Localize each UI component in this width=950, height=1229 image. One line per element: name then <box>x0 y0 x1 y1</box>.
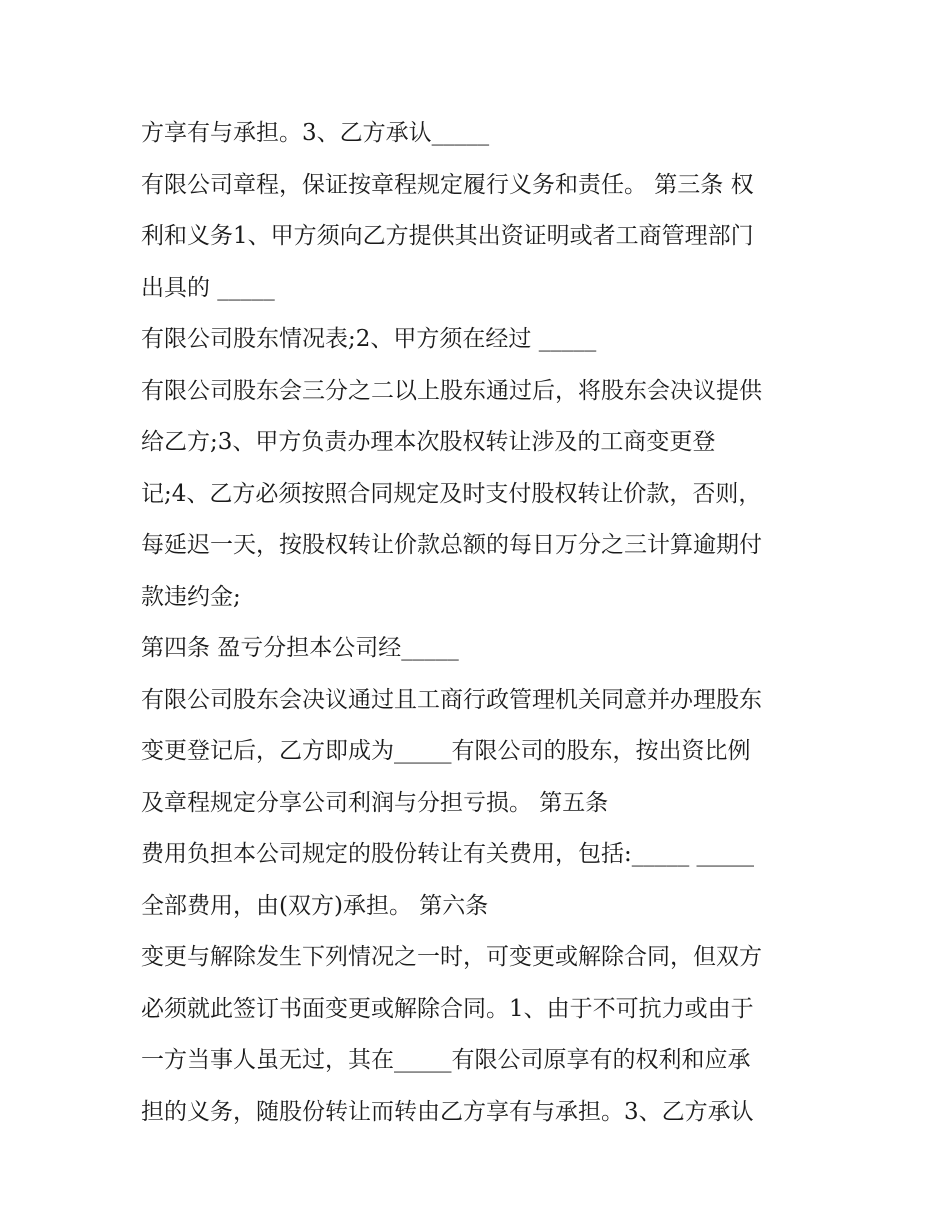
text-line: 出具的 _____ <box>141 274 275 301</box>
text-line: 担的义务，随股份转让而转由乙方享有与承担。3、乙方承认 <box>141 1098 754 1125</box>
text-line: 有限公司股东会决议通过且工商行政管理机关同意并办理股东 <box>141 686 762 713</box>
text-line: 费用负担本公司规定的股份转让有关费用，包括:_____ _____ <box>141 841 755 867</box>
text-line: 第四条 盈亏分担本公司经_____ <box>141 635 459 661</box>
text-line: 有限公司章程，保证按章程规定履行义务和责任。 第三条 权 <box>141 171 754 198</box>
contract-body <box>141 108 821 1138</box>
text-line: 方享有与承担。3、乙方承认_____ <box>141 120 490 146</box>
text-line: 及章程规定分享公司利润与分担亏损。 第五条 <box>141 789 609 816</box>
text-line: 变更与解除发生下列情况之一时，可变更或解除合同，但双方 <box>141 944 762 970</box>
text-line: 一方当事人虽无过，其在_____有限公司原享有的权利和应承 <box>141 1047 751 1073</box>
text-line: 有限公司股东会三分之二以上股东通过后，将股东会决议提供 <box>141 377 762 404</box>
text-line: 有限公司股东情况表;2、甲方须在经过 _____ <box>141 326 597 352</box>
text-line: 款违约金; <box>141 583 241 610</box>
text-line: 变更登记后，乙方即成为_____有限公司的股东，按出资比例 <box>141 738 751 764</box>
text-line: 记;4、乙方必须按照合同规定及时支付股权转让价款，否则， <box>141 480 762 507</box>
text-line: 给乙方;3、甲方负责办理本次股权转让涉及的工商变更登 <box>141 429 716 455</box>
text-line: 全部费用，由(双方)承担。 第六条 <box>141 892 489 919</box>
text-line: 必须就此签订书面变更或解除合同。1、由于不可抗力或由于 <box>141 995 754 1022</box>
text-line: 利和义务1、甲方须向乙方提供其出资证明或者工商管理部门 <box>141 223 754 249</box>
text-line: 每延迟一天，按股权转让价款总额的每日万分之三计算逾期付 <box>141 532 762 558</box>
